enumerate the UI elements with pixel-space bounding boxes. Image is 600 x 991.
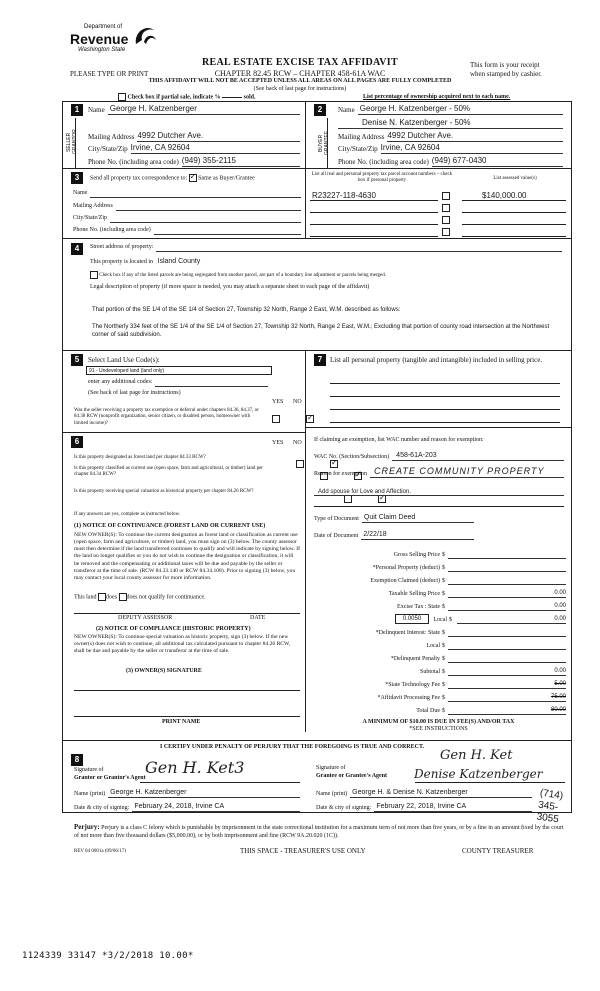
- total-dollar: $: [442, 707, 445, 714]
- county-value[interactable]: Island County: [157, 258, 201, 265]
- county-line: [90, 258, 200, 267]
- subtotal-dollar: $: [442, 668, 445, 675]
- grantor-date-label: Date & city of signing:: [74, 804, 130, 811]
- grantee-print-label: Name (print): [316, 790, 348, 797]
- street-row: [90, 244, 562, 252]
- s6-q1: Is this property designated as forest land per chapter 84.33 RCW?: [74, 455, 206, 460]
- s6-no: NO: [293, 440, 302, 446]
- s3-phone-label: Phone No. (including area code): [73, 227, 151, 233]
- seller-mail-row: [88, 131, 300, 142]
- s6-q3-yes-checkbox[interactable]: [344, 495, 352, 503]
- revenue-swirl-icon: [132, 24, 158, 48]
- buyer-mail-row: [338, 131, 563, 142]
- personal-row: [310, 559, 566, 572]
- does-label: does: [106, 594, 117, 601]
- county-label: This property is located in: [90, 259, 153, 265]
- send-correspondence: [90, 174, 255, 183]
- buyer-grantee-label: BUYER GRANTEE: [318, 130, 330, 156]
- buyer-phone-label: Phone No. (including area code): [338, 158, 429, 167]
- personal-field[interactable]: [448, 565, 566, 572]
- section-4-badge: 4: [71, 243, 83, 255]
- additional-codes-row: [88, 379, 268, 387]
- buyer-city-field[interactable]: Irvine, CA 92604: [381, 143, 563, 154]
- delinq-int-dollar: $: [442, 629, 445, 636]
- rev-number: REV 84 0001a (09/06/17): [74, 849, 126, 854]
- personal-property-checkbox-1[interactable]: [442, 192, 450, 200]
- form-chapter: CHAPTER 82.45 RCW – CHAPTER 458-61A WAC: [214, 69, 386, 78]
- legal-desc-2[interactable]: The Northerly 334 feet of the SE 1/4 of the SE 1/4 of Section 27, Township 32 North, Range 2 East, W.M.; Excluding that portion of county road intersection at the Northwest corner of said subdivision.: [92, 324, 550, 338]
- segregated-checkbox[interactable]: [90, 271, 98, 279]
- wac-label: WAC No. (Section/Subsection): [314, 453, 390, 460]
- gross-label: Gross Selling Price: [393, 551, 440, 558]
- delinq-pen-row: [310, 650, 566, 663]
- buyer-mail-field[interactable]: 4992 Dutcher Ave.: [387, 131, 563, 142]
- reason-row: [314, 466, 564, 478]
- s6-yes: YES: [272, 440, 284, 446]
- excise-field[interactable]: 0.00: [448, 603, 566, 612]
- personal-property-checkboxes: [442, 192, 452, 236]
- buyer-phone-row: [338, 156, 563, 167]
- delinq-local-label: Local: [426, 642, 440, 649]
- s3-mail-row: [73, 203, 301, 211]
- seller-name-label: Name: [88, 106, 105, 115]
- owner-signature-title: (3) OWNER(S) SIGNATURE: [126, 668, 202, 674]
- personal-property-list: List all personal property (tangible and intangible) included in selling price.: [330, 356, 543, 364]
- grantee-print-field[interactable]: George H. & Denise N. Katzenberger: [350, 789, 532, 798]
- buyer-phone-field[interactable]: (949) 677-0430: [432, 156, 563, 167]
- grantor-date-row: [74, 803, 300, 812]
- affidavit-field[interactable]: 75.00: [448, 694, 566, 703]
- same-as-buyer-label: Same as Buyer/Grantee: [198, 175, 255, 182]
- buyer-name-row: [338, 104, 563, 115]
- s5-yes: YES: [272, 399, 284, 405]
- see-instructions: *SEE INSTRUCTIONS: [409, 726, 468, 732]
- doc-date-row: [314, 531, 474, 540]
- form-warning: THIS AFFIDAVIT WILL NOT BE ACCEPTED UNLESS ALL AREAS ON ALL PAGES ARE FULLY COMPLETED: [148, 78, 452, 84]
- grantee-date-label: Date & city of signing:: [316, 804, 372, 811]
- doc-date-field[interactable]: 2/22/18: [361, 531, 474, 540]
- s3-name-row: [73, 190, 301, 198]
- total-row: [310, 702, 566, 715]
- does-not-label: does not qualify for continuance.: [126, 594, 206, 601]
- buyer-name-2-field[interactable]: Denise N. Katzenberger - 50%: [338, 118, 563, 129]
- does-checkbox[interactable]: [98, 593, 106, 601]
- delinq-local-field[interactable]: [448, 643, 566, 650]
- perjury-text: Perjury is a class C felony which is punishable by imprisonment in the state correctional institution for a maximum term of not more than five years, or by a fine in an amount fixed by the court of not more than five thousand dollars ($5,000.00), or by both imprisonment and fine (RCW 9A.20.020 (1C)).: [74, 825, 564, 840]
- seller-name-field[interactable]: George H. Katzenberger: [108, 104, 300, 115]
- seller-mail-label: Mailing Address: [88, 133, 135, 142]
- segregated-label: Check box if any of the listed parcels are being segregated from another parcel, are part of a boundary line adjustment or parcels being merged.: [99, 273, 386, 279]
- ownership-note: List percentage of ownership acquired next to each name.: [363, 94, 511, 100]
- seller-city-row: [88, 143, 300, 154]
- wac-row: [314, 452, 564, 461]
- grantee-sig-label: [316, 765, 387, 780]
- s5-no-checkbox[interactable]: [306, 415, 314, 423]
- reason-field-2[interactable]: Add spouse for Love and Affection.: [314, 489, 564, 496]
- historic-body: NEW OWNER(S): To continue special valuation as historic property, sign (3) below. If the new owner(s) does not wish to continue, all additional tax calculated pursuant to chapter 84.26 RCW, shall be due and payable by the seller or transferor at the time of sale.: [74, 634, 291, 655]
- exemption-row: [310, 572, 566, 585]
- receipt-note-2: when stamped by cashier.: [470, 70, 542, 78]
- exemption-header: If claiming an exemption, list WAC number and reason for exemption:: [314, 437, 484, 443]
- tech-label: *State Technology Fee: [385, 681, 440, 688]
- grantor-print-field[interactable]: George H. Katzenberger: [108, 789, 300, 798]
- parcel-header: List all real and personal property tax parcel account numbers – check box if personal property: [311, 172, 453, 184]
- s6-q3-no-checkbox[interactable]: [378, 495, 386, 503]
- seller-phone-field[interactable]: (949) 355-2115: [182, 156, 300, 167]
- gross-field[interactable]: [448, 552, 566, 559]
- tech-field[interactable]: 5.00: [448, 681, 566, 690]
- logo-revenue: Revenue: [70, 31, 129, 47]
- street-label: Street address of property:: [90, 244, 154, 250]
- does-not-checkbox[interactable]: [119, 593, 127, 601]
- deputy-date: DATE: [250, 615, 266, 621]
- wac-field[interactable]: 458-61A-203: [392, 452, 564, 461]
- local-rate-box[interactable]: 0.0050: [395, 614, 429, 624]
- sold-label: sold.: [243, 94, 256, 101]
- local-row: [310, 611, 566, 624]
- doc-type-row: [314, 514, 474, 523]
- doc-type-label: Type of Document: [314, 515, 359, 522]
- s6-q2: Is this property classified as current use (open space, farm and agricultural, or timber) land per chapter 84.34 RCW?: [74, 466, 263, 478]
- assessed-value[interactable]: $140,000.00: [482, 191, 527, 200]
- this-land-label: This land: [74, 594, 97, 601]
- seller-city-field[interactable]: Irvine, CA 92604: [131, 143, 300, 154]
- excise-dollar: $: [442, 603, 445, 610]
- personal-property-checkbox-3[interactable]: [442, 216, 450, 224]
- seller-phone-row: [88, 156, 300, 167]
- delinq-int-label: *Delinquent Interest: State: [375, 629, 440, 636]
- delinq-local-dollar: $: [442, 642, 445, 649]
- affidavit-row: [310, 689, 566, 702]
- grantor-print-row: [74, 789, 300, 798]
- delinq-pen-dollar: $: [442, 655, 445, 662]
- grantee-date-row: [316, 803, 532, 812]
- s3-mail-field[interactable]: [116, 204, 301, 211]
- section-7-badge: 7: [314, 354, 326, 366]
- section-3-badge: 3: [71, 172, 83, 184]
- seller-grantor-label: SELLER GRANTOR: [66, 129, 78, 155]
- grantee-sig-line1: Signature of: [316, 765, 346, 771]
- logo-state: Washington State: [78, 47, 126, 53]
- grantor-sig-line2: Grantor or Grantor's Agent: [74, 774, 146, 781]
- s6-q3: Is this property receiving special valuation as historical property per chapter 84.26 RCW?: [74, 489, 254, 494]
- s6-q1-yes-checkbox[interactable]: [296, 460, 304, 468]
- buyer-city-label: City/State/Zip: [338, 145, 378, 154]
- minimum-due: A MINIMUM OF $10.00 IS DUE IN FEE(S) AND/OR TAX: [362, 719, 515, 725]
- subtotal-label: Subtotal: [419, 668, 440, 675]
- segregated-line: [90, 271, 560, 279]
- form-title: REAL ESTATE EXCISE TAX AFFIDAVIT: [202, 57, 398, 68]
- excise-label: Excise Tax : State: [397, 603, 440, 610]
- taxable-dollar: $: [442, 590, 445, 597]
- s5-see-back: (See back of last page for instructions): [88, 390, 181, 396]
- buyer-name-label: Name: [338, 106, 355, 115]
- additional-codes-field[interactable]: [155, 380, 268, 387]
- delinq-int-row: [310, 624, 566, 637]
- delinq-pen-label: *Delinquent Penalty: [390, 655, 440, 662]
- buyer-city-row: [338, 143, 563, 154]
- exemption-field[interactable]: [448, 578, 566, 585]
- total-label: Total Due: [416, 707, 440, 714]
- tech-row: [310, 676, 566, 689]
- fees-table: [310, 546, 566, 715]
- send-label: Send all property tax correspondence to:: [90, 175, 188, 182]
- partial-sale-checkbox[interactable]: [118, 93, 126, 101]
- assessed-header: List assessed value(s): [493, 176, 537, 181]
- delinq-pen-field[interactable]: [448, 656, 566, 663]
- grantee-signature-2[interactable]: Denise Katzenberger: [414, 767, 543, 781]
- buyer-name-1-field[interactable]: George H. Katzenberger - 50%: [358, 104, 563, 115]
- historic-title: (2) NOTICE OF COMPLIANCE (HISTORIC PROPERTY): [96, 626, 251, 632]
- grantee-sig-line2: Grantee or Grantee's Agent: [316, 772, 388, 779]
- buyer-name-2-row: [338, 118, 563, 129]
- delinq-int-field[interactable]: [448, 630, 566, 637]
- seller-mail-field[interactable]: 4992 Dutcher Ave.: [137, 131, 300, 142]
- county-treasurer: COUNTY TREASURER: [462, 847, 534, 855]
- continuance-title: (1) NOTICE OF CONTINUANCE (FOREST LAND OR CURRENT USE): [74, 523, 266, 529]
- s3-city-field[interactable]: [110, 216, 301, 223]
- street-field[interactable]: [156, 245, 562, 252]
- s3-phone-row: [73, 227, 301, 235]
- see-back-instructions: (See back of last page for instructions): [253, 86, 347, 92]
- local-dollar: $: [449, 616, 452, 623]
- s3-phone-field[interactable]: [154, 228, 301, 235]
- buyer-mail-label: Mailing Address: [338, 133, 385, 142]
- affidavit-label: *Affidavit Processing Fee: [377, 694, 440, 701]
- legal-desc-1[interactable]: That portion of the SE 1/4 of the SE 1/4 of Section 27, Township 32 North, Range 2 East, W.M. described as follows:: [92, 307, 401, 313]
- perjury-label: Perjury:: [74, 823, 100, 831]
- grantor-date-field[interactable]: February 24, 2018, Irvine CA: [132, 803, 300, 812]
- subtotal-field[interactable]: 0.00: [448, 668, 566, 677]
- grantor-signature[interactable]: Gen H. Ket3: [145, 758, 245, 777]
- taxable-label: Taxable Selling Price: [388, 590, 440, 597]
- s5-yes-checkbox[interactable]: [272, 415, 280, 423]
- personal-label: *Personal Property (deduct): [372, 564, 440, 571]
- gross-dollar: $: [442, 551, 445, 558]
- grantee-print-row: [316, 789, 532, 798]
- section-5-badge: 5: [71, 354, 83, 366]
- s3-city-row: [73, 215, 301, 223]
- s3-city-label: City/State/Zip: [73, 215, 107, 221]
- personal-dollar: $: [442, 564, 445, 571]
- grantee-signature-1[interactable]: Gen H. Ket: [440, 748, 513, 763]
- print-name-label: PRINT NAME: [162, 719, 201, 725]
- section-6-badge: 6: [71, 436, 83, 448]
- same-as-buyer-checkbox[interactable]: [189, 174, 197, 182]
- gross-row: [310, 546, 566, 559]
- doc-date-label: Date of Document: [314, 532, 359, 539]
- taxable-field[interactable]: 0.00: [448, 590, 566, 599]
- seller-city-label: City/State/Zip: [88, 145, 128, 154]
- local-field[interactable]: 0.00: [457, 616, 566, 625]
- seller-phone-label: Phone No. (including area code): [88, 158, 179, 167]
- reason-label: Reason for exemption: [314, 470, 367, 477]
- partial-sale-label: Check box if partial sale, indicate %: [127, 94, 221, 101]
- certify-statement: I CERTIFY UNDER PENALTY OF PERJURY THAT THE FOREGOING IS TRUE AND CORRECT.: [160, 744, 425, 750]
- phone-annotation: (714) 345-3055: [535, 787, 564, 826]
- please-type: PLEASE TYPE OR PRINT: [70, 70, 149, 78]
- local-label: Local: [433, 616, 447, 623]
- taxable-row: [310, 585, 566, 598]
- additional-codes-label: enter any additional codes:: [88, 379, 153, 385]
- tech-dollar: $: [442, 681, 445, 688]
- land-use-label: Select Land Use Code(s):: [88, 356, 160, 364]
- s6-if-yes: If any answers are yes, complete as instructed below.: [74, 512, 181, 517]
- logo-dept: Department of: [84, 24, 123, 30]
- personal-property-checkbox-2[interactable]: [442, 204, 450, 212]
- perjury-notice: [74, 823, 564, 841]
- treasurer-space: THIS SPACE - TREASURER'S USE ONLY: [240, 847, 366, 855]
- s5-no: NO: [293, 399, 302, 405]
- continuance-body: NEW OWNER(S): To continue the current designation as forest land or classification as current use (open space, farm and agriculture, or timber) land, you must sign on (3) below. The county assessor must then determine if the land transferred continues to qualify and will indicate by signing below. If the land no longer qualifies or you do not wish to continue the designation or classification, it will be removed and the compensating or additional taxes will be due and payable by the seller or transferor at the time of sale. (RCW 84.33.140 or RCW 84.34.108). Prior to signing (3) below, you may contact your local county assessor for more information.: [74, 532, 300, 581]
- revenue-logo: [70, 22, 160, 62]
- grantee-date-field[interactable]: February 22, 2018, Irvine CA: [374, 803, 532, 812]
- grantor-sig-line1: Signature of: [74, 767, 104, 773]
- grantor-sig-label: [74, 767, 146, 782]
- section-8-badge: 8: [71, 754, 83, 766]
- recording-stamp: 1124339 33147 *3/2/2018 10.00*: [22, 951, 194, 961]
- legal-desc-label: Legal description of property (if more space is needed, you may attach a separate sheet to each page of the affidavit): [90, 284, 370, 290]
- reason-field-1[interactable]: CREATE COMMUNITY PROPERTY: [370, 466, 564, 478]
- total-field[interactable]: 80.00: [448, 707, 566, 716]
- section-1-badge: 1: [71, 104, 83, 116]
- parcel-number[interactable]: R23227-118-4630: [312, 191, 376, 200]
- this-land-line: [74, 593, 206, 602]
- seller-name-row: [88, 104, 300, 115]
- exemption-dollar: $: [442, 577, 445, 584]
- s3-name-field[interactable]: [90, 191, 301, 198]
- grantor-print-label: Name (print): [74, 790, 106, 797]
- affidavit-dollar: $: [442, 694, 445, 701]
- s3-name-label: Name: [73, 190, 88, 196]
- s5-question: Was the seller receiving a property tax exemption or deferral under chapters 84.36, 84.37, or 84.38 RCW (nonprofit organization, senior citizen, or disabled person, homeowner with limited income)?: [74, 408, 259, 426]
- subtotal-row: [310, 663, 566, 676]
- excise-row: [310, 598, 566, 611]
- delinq-local-row: [310, 637, 566, 650]
- s3-mail-label: Mailing Address: [73, 203, 113, 209]
- receipt-note-1: This form is your receipt: [470, 61, 540, 69]
- exemption-label: Exemption Claimed (deduct): [370, 577, 440, 584]
- doc-type-field[interactable]: Quit Claim Deed: [362, 514, 474, 523]
- land-use-select[interactable]: 91 - Undeveloped land (land only): [86, 366, 272, 375]
- section-2-badge: 2: [314, 104, 326, 116]
- personal-property-checkbox-4[interactable]: [442, 228, 450, 236]
- deputy-assessor: DEPUTY ASSESSOR: [118, 615, 173, 621]
